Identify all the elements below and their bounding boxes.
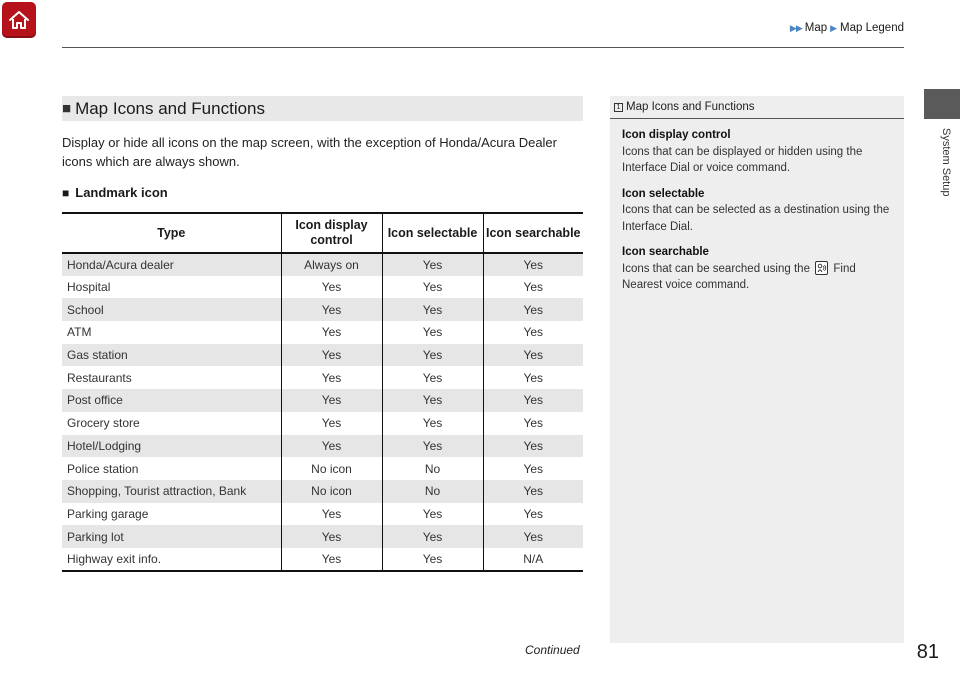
side-note-item [622,244,898,294]
side-note-box [610,96,904,643]
square-bullet-icon: ■ [62,100,72,117]
section-intro: Display or hide all icons on the map screen, with the exception of Honda/Acura Dealer icons which are always shown. [62,135,557,169]
cell-icon-selectable: No [382,480,483,503]
cell-type: Post office [62,389,281,412]
cell-icon-display-control: No icon [281,457,382,480]
side-note-desc-after: Find Nearest voice command. [622,262,856,291]
home-icon [7,8,31,32]
breadcrumb-item-map[interactable]: Map [804,22,828,34]
side-note-desc: Icons that can be selected as a destination using the Interface Dial. [622,204,890,233]
cell-icon-display-control: Always on [281,253,382,276]
cell-icon-searchable: N/A [483,548,583,571]
table-row [62,503,583,526]
breadcrumb-arrow-icon: ▶ [830,22,838,33]
table-row [62,457,583,480]
continued-label: Continued [525,643,580,657]
cell-type: Police station [67,461,139,476]
cell-icon-selectable: Yes [382,412,483,435]
header-type: Type [62,213,281,253]
cell-icon-selectable: Yes [382,389,483,412]
header-divider [62,47,904,48]
breadcrumb-item-map-legend[interactable]: Map Legend [840,22,904,34]
cell-icon-searchable: Yes [483,525,583,548]
cell-icon-selectable: Yes [382,344,483,367]
cell-type: Hospital [67,280,111,295]
cell-icon-searchable: Yes [483,321,583,344]
reference-marker-icon: 1 [614,103,623,112]
side-note-heading [610,96,904,119]
cell-icon-searchable: Yes [483,276,583,299]
cell-icon-selectable: Yes [382,503,483,526]
cell-icon-selectable: Yes [382,525,483,548]
cell-type: ATM [67,325,92,340]
breadcrumb-arrow-icon: ▶▶ [789,22,802,33]
table-row [62,548,583,571]
cell-type: Parking garage [67,506,149,521]
cell-type: School [62,298,281,321]
cell-icon-searchable: Yes [483,480,583,503]
cell-icon-display-control: Yes [281,389,382,412]
header-icon-display-control: Icon display control [281,213,382,253]
landmark-icon-table [62,212,583,572]
cell-icon-searchable: Yes [483,298,583,321]
section-heading [62,96,583,121]
cell-type: Honda/Acura dealer [62,253,281,276]
cell-icon-searchable: Yes [483,344,583,367]
cell-type: Grocery store [67,416,140,431]
cell-icon-selectable: No [382,457,483,480]
cell-type: Highway exit info. [62,548,281,571]
cell-type: Shopping, Tourist attraction, Bank [62,480,281,503]
cell-type: Hotel/Lodging [62,435,281,458]
cell-type: Gas station [62,344,281,367]
cell-icon-display-control: Yes [281,298,382,321]
table-row [62,480,583,503]
table-row [62,298,583,321]
cell-icon-searchable: Yes [483,412,583,435]
table-row [62,366,583,389]
talk-button-icon [815,261,828,275]
cell-icon-display-control: Yes [281,525,382,548]
cell-icon-searchable: Yes [483,503,583,526]
table-row [62,435,583,458]
header-icon-selectable: Icon selectable [382,213,483,253]
side-note-body [622,127,898,303]
side-note-term: Icon display control [622,129,731,141]
cell-icon-selectable: Yes [382,298,483,321]
cell-icon-selectable: Yes [382,366,483,389]
cell-icon-display-control: Yes [281,435,382,458]
cell-icon-display-control: Yes [281,548,382,571]
table-row [62,253,583,276]
side-note-item [622,127,898,177]
cell-icon-searchable: Yes [483,435,583,458]
cell-icon-searchable: Yes [483,457,583,480]
cell-icon-selectable: Yes [382,276,483,299]
chapter-label: System Setup [940,128,952,197]
side-note-item [622,186,898,236]
side-note-desc [622,261,898,294]
cell-icon-selectable: Yes [382,548,483,571]
table-row [62,344,583,367]
section-title: Map Icons and Functions [75,98,266,118]
side-note-term: Icon selectable [622,187,705,200]
chapter-tab[interactable] [924,89,960,119]
cell-icon-display-control: Yes [281,344,382,367]
table-row [62,412,583,435]
cell-icon-selectable: Yes [382,321,483,344]
cell-icon-selectable: Yes [382,253,483,276]
cell-icon-display-control: Yes [281,276,382,299]
cell-icon-searchable: Yes [483,389,583,412]
cell-icon-display-control: Yes [281,366,382,389]
cell-type: Restaurants [67,370,132,385]
cell-icon-selectable: Yes [382,435,483,458]
breadcrumb [790,22,904,34]
home-button[interactable] [2,2,36,38]
cell-icon-display-control: Yes [281,412,382,435]
cell-type: Parking lot [62,525,281,548]
square-bullet-icon: ■ [62,185,70,200]
side-note-desc: Icons that can be displayed or hidden using the Interface Dial or voice command. [622,145,863,174]
side-note-term: Icon searchable [622,246,709,258]
table-row [62,276,583,299]
side-note-title: Map Icons and Functions [626,101,755,113]
subsection-title: Landmark icon [75,185,168,200]
cell-icon-display-control: Yes [281,503,382,526]
page-number: 81 [916,641,939,663]
subsection-heading [62,185,168,200]
cell-icon-searchable: Yes [483,253,583,276]
side-note-desc-before: Icons that can be searched using the [622,262,810,275]
cell-icon-searchable: Yes [483,366,583,389]
header-icon-searchable: Icon searchable [483,213,583,253]
table-row [62,389,583,412]
table-row [62,321,583,344]
table-header-row [62,213,583,253]
table-row [62,525,583,548]
cell-icon-display-control: Yes [281,321,382,344]
cell-icon-display-control: No icon [281,480,382,503]
